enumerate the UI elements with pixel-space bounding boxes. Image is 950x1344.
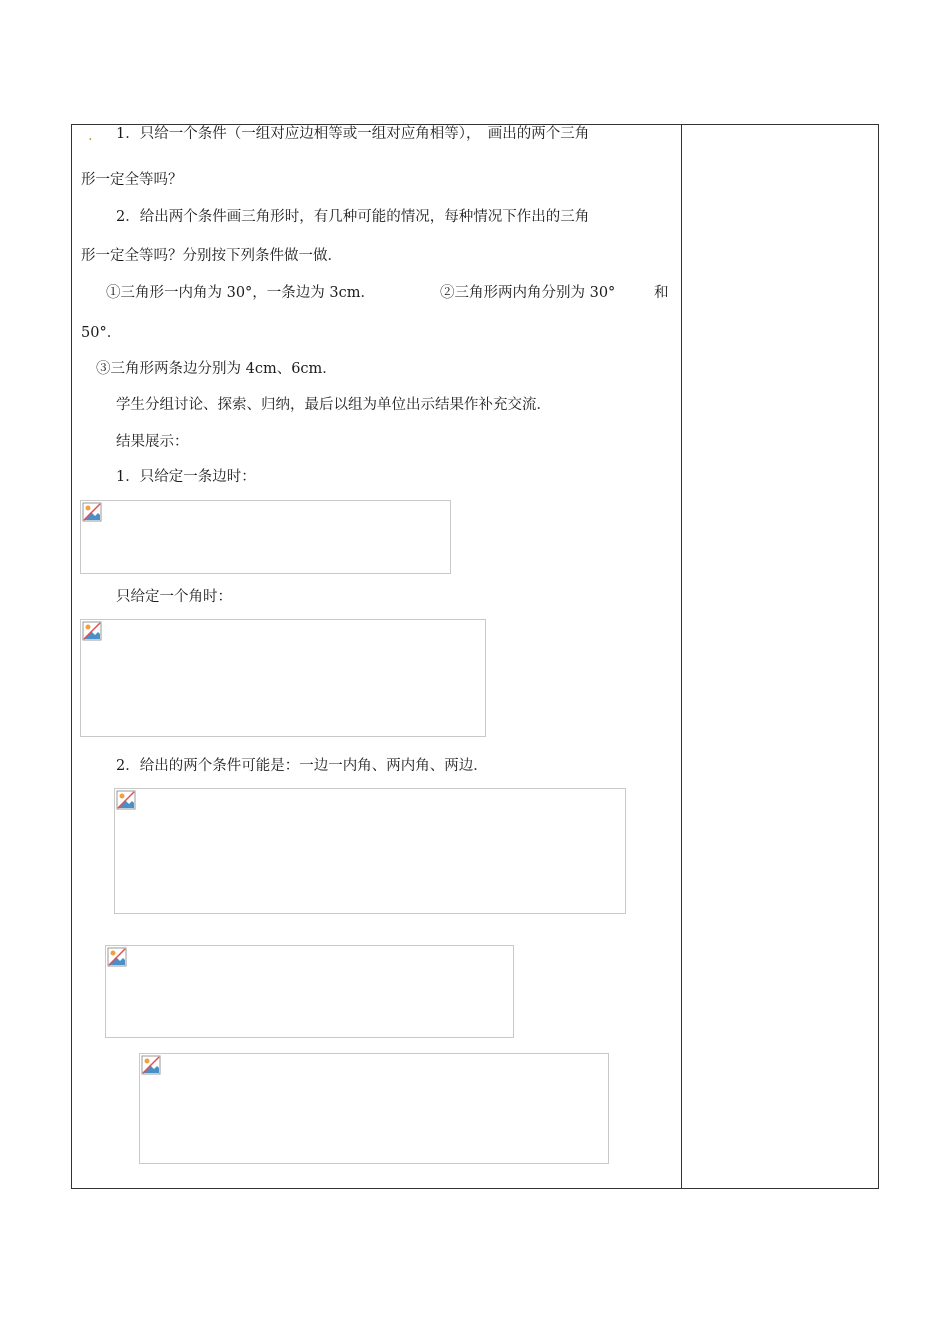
image-two-sides (139, 1053, 609, 1164)
column-divider (681, 125, 682, 1188)
broken-image-icon (82, 621, 102, 641)
question-1-dot: . (88, 128, 93, 144)
condition-2: ②三角形两内角分别为 30° (440, 285, 616, 301)
one-angle-heading: 只给定一个角时： (116, 589, 232, 605)
question-1-line-1: 1．只给一个条件（一组对应边相等或一组对应角相等）， 画出的两个三角 (116, 126, 590, 142)
broken-image-icon (82, 502, 102, 522)
image-one-side (80, 500, 451, 574)
results-heading: 结果展示： (116, 434, 189, 450)
image-side-angle (114, 788, 626, 914)
broken-image-icon (107, 947, 127, 967)
condition-2-cont: 50°． (81, 325, 122, 341)
condition-2-and: 和 (654, 285, 669, 301)
discussion-text: 学生分组讨论、探索、归纳，最后以组为单位出示结果作补充交流． (116, 397, 551, 413)
condition-3: ③三角形两条边分别为 4cm、6cm． (96, 361, 337, 377)
image-one-angle (80, 619, 486, 737)
condition-1: ①三角形一内角为 30°，一条边为 3cm． (106, 285, 376, 301)
broken-image-icon (141, 1055, 161, 1075)
broken-image-icon (116, 790, 136, 810)
question-2-line-1: 2．给出两个条件画三角形时，有几种可能的情况，每种情况下作出的三角 (116, 209, 590, 225)
two-conditions-heading: 2．给出的两个条件可能是：一边一内角、两内角、两边． (116, 758, 488, 774)
one-side-heading: 1．只给定一条边时： (116, 469, 256, 485)
question-1-line-2: 形一定全等吗？ (81, 172, 183, 188)
image-two-angles (105, 945, 514, 1038)
question-2-line-2: 形一定全等吗？分别按下列条件做一做． (81, 248, 342, 264)
